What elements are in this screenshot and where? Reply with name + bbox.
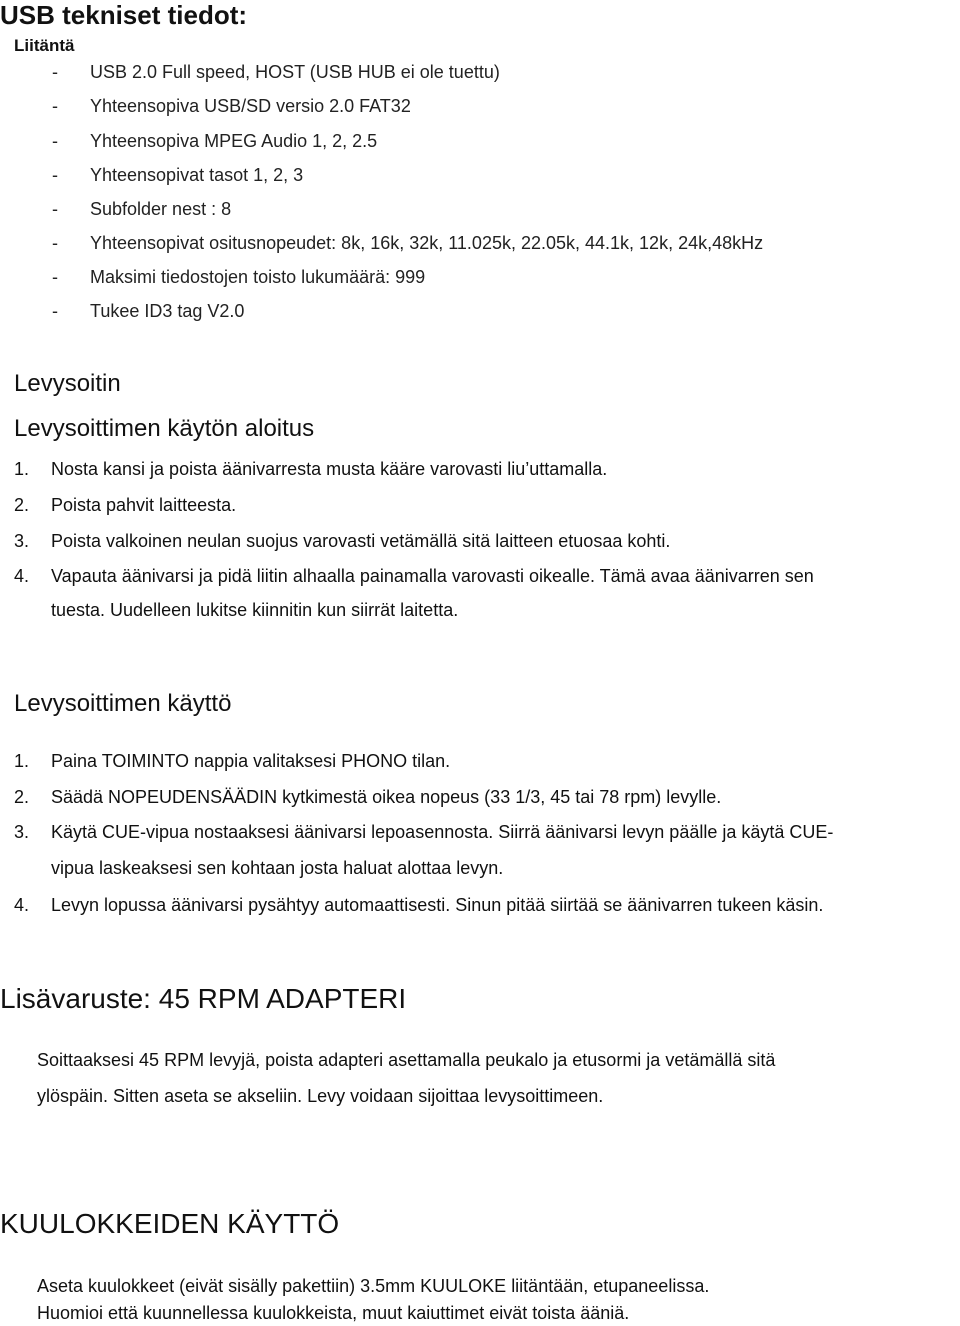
adapter-text-line: ylöspäin. Sitten aseta se akseliin. Levy voidaan sijoittaa levysoittimeen.: [37, 1086, 604, 1106]
step-text-continued: tuesta. Uudelleen lukitse kiinnitin kun siirrät laitetta.: [51, 600, 459, 620]
step-text: Käytä CUE-vipua nostaaksesi äänivarsi lepoasennosta. Siirrä äänivarsi levyn päälle ja käytä CUE-: [51, 822, 834, 842]
step-text: Vapauta äänivarsi ja pidä liitin alhaalla painamalla varovasti oikealle. Tämä avaa äänivarren sen: [51, 566, 814, 586]
step-text-continued: vipua laskeaksesi sen kohtaan josta haluat alottaa levyn.: [51, 858, 504, 878]
step-number: 2.: [14, 495, 30, 515]
bullet-dash: -: [52, 267, 58, 287]
bullet-dash: -: [52, 199, 58, 219]
step-number: 4.: [14, 566, 30, 586]
step-text: Levyn lopussa äänivarsi pysähtyy automaattisesti. Sinun pitää siirtää se äänivarren tukeen käsin.: [51, 895, 824, 915]
step-text: Nosta kansi ja poista äänivarresta musta kääre varovasti liu’uttamalla.: [51, 459, 608, 479]
section-title-adapter: Lisävaruste: 45 RPM ADAPTERI: [0, 983, 407, 1014]
usb-item-text: Yhteensopivat ositusnopeudet: 8k, 16k, 32k, 11.025k, 22.05k, 44.1k, 12k, 24k,48kHz: [90, 233, 764, 253]
headphones-text-line: Huomioi että kuunnellessa kuulokkeista, muut kaiuttimet eivät toista ääniä.: [37, 1303, 630, 1323]
bullet-dash: -: [52, 131, 58, 151]
step-text: Paina TOIMINTO nappia valitaksesi PHONO tilan.: [51, 751, 451, 771]
step-text: Poista pahvit laitteesta.: [51, 495, 237, 515]
usb-subtitle: Liitäntä: [14, 36, 75, 55]
usb-item-text: USB 2.0 Full speed, HOST (USB HUB ei ole tuettu): [90, 62, 500, 82]
bullet-dash: -: [52, 96, 58, 116]
bullet-dash: -: [52, 301, 58, 321]
section-subtitle-start: Levysoittimen käytön aloitus: [14, 415, 315, 442]
step-number: 1.: [14, 751, 30, 771]
bullet-dash: -: [52, 165, 58, 185]
section-title-levysoitin: Levysoitin: [14, 370, 121, 397]
usb-item-text: Yhteensopiva MPEG Audio 1, 2, 2.5: [90, 131, 378, 151]
usb-item-text: Yhteensopivat tasot 1, 2, 3: [90, 165, 304, 185]
usb-item-text: Yhteensopiva USB/SD versio 2.0 FAT32: [90, 96, 411, 116]
step-number: 4.: [14, 895, 30, 915]
step-text: Säädä NOPEUDENSÄÄDIN kytkimestä oikea nopeus (33 1/3, 45 tai 78 rpm) levylle.: [51, 787, 722, 807]
usb-item-text: Maksimi tiedostojen toisto lukumäärä: 999: [90, 267, 426, 287]
headphones-text-line: Aseta kuulokkeet (eivät sisälly pakettiin) 3.5mm KUULOKE liitäntään, etupaneelissa.: [37, 1276, 710, 1296]
section-subtitle-use: Levysoittimen käyttö: [14, 690, 232, 717]
usb-item-text: Tukee ID3 tag V2.0: [90, 301, 245, 321]
bullet-dash: -: [52, 62, 58, 82]
bullet-dash: -: [52, 233, 58, 253]
usb-title: USB tekniset tiedot:: [0, 0, 248, 30]
section-title-headphones: KUULOKKEIDEN KÄYTTÖ: [0, 1208, 340, 1239]
step-text: Poista valkoinen neulan suojus varovasti vetämällä sitä laitteen etuosaa kohti.: [51, 531, 671, 551]
usb-item-text: Subfolder nest : 8: [90, 199, 232, 219]
adapter-text-line: Soittaaksesi 45 RPM levyjä, poista adapteri asettamalla peukalo ja etusormi ja vetämällä sitä: [37, 1050, 776, 1070]
step-number: 3.: [14, 822, 30, 842]
step-number: 1.: [14, 459, 30, 479]
step-number: 2.: [14, 787, 30, 807]
step-number: 3.: [14, 531, 30, 551]
